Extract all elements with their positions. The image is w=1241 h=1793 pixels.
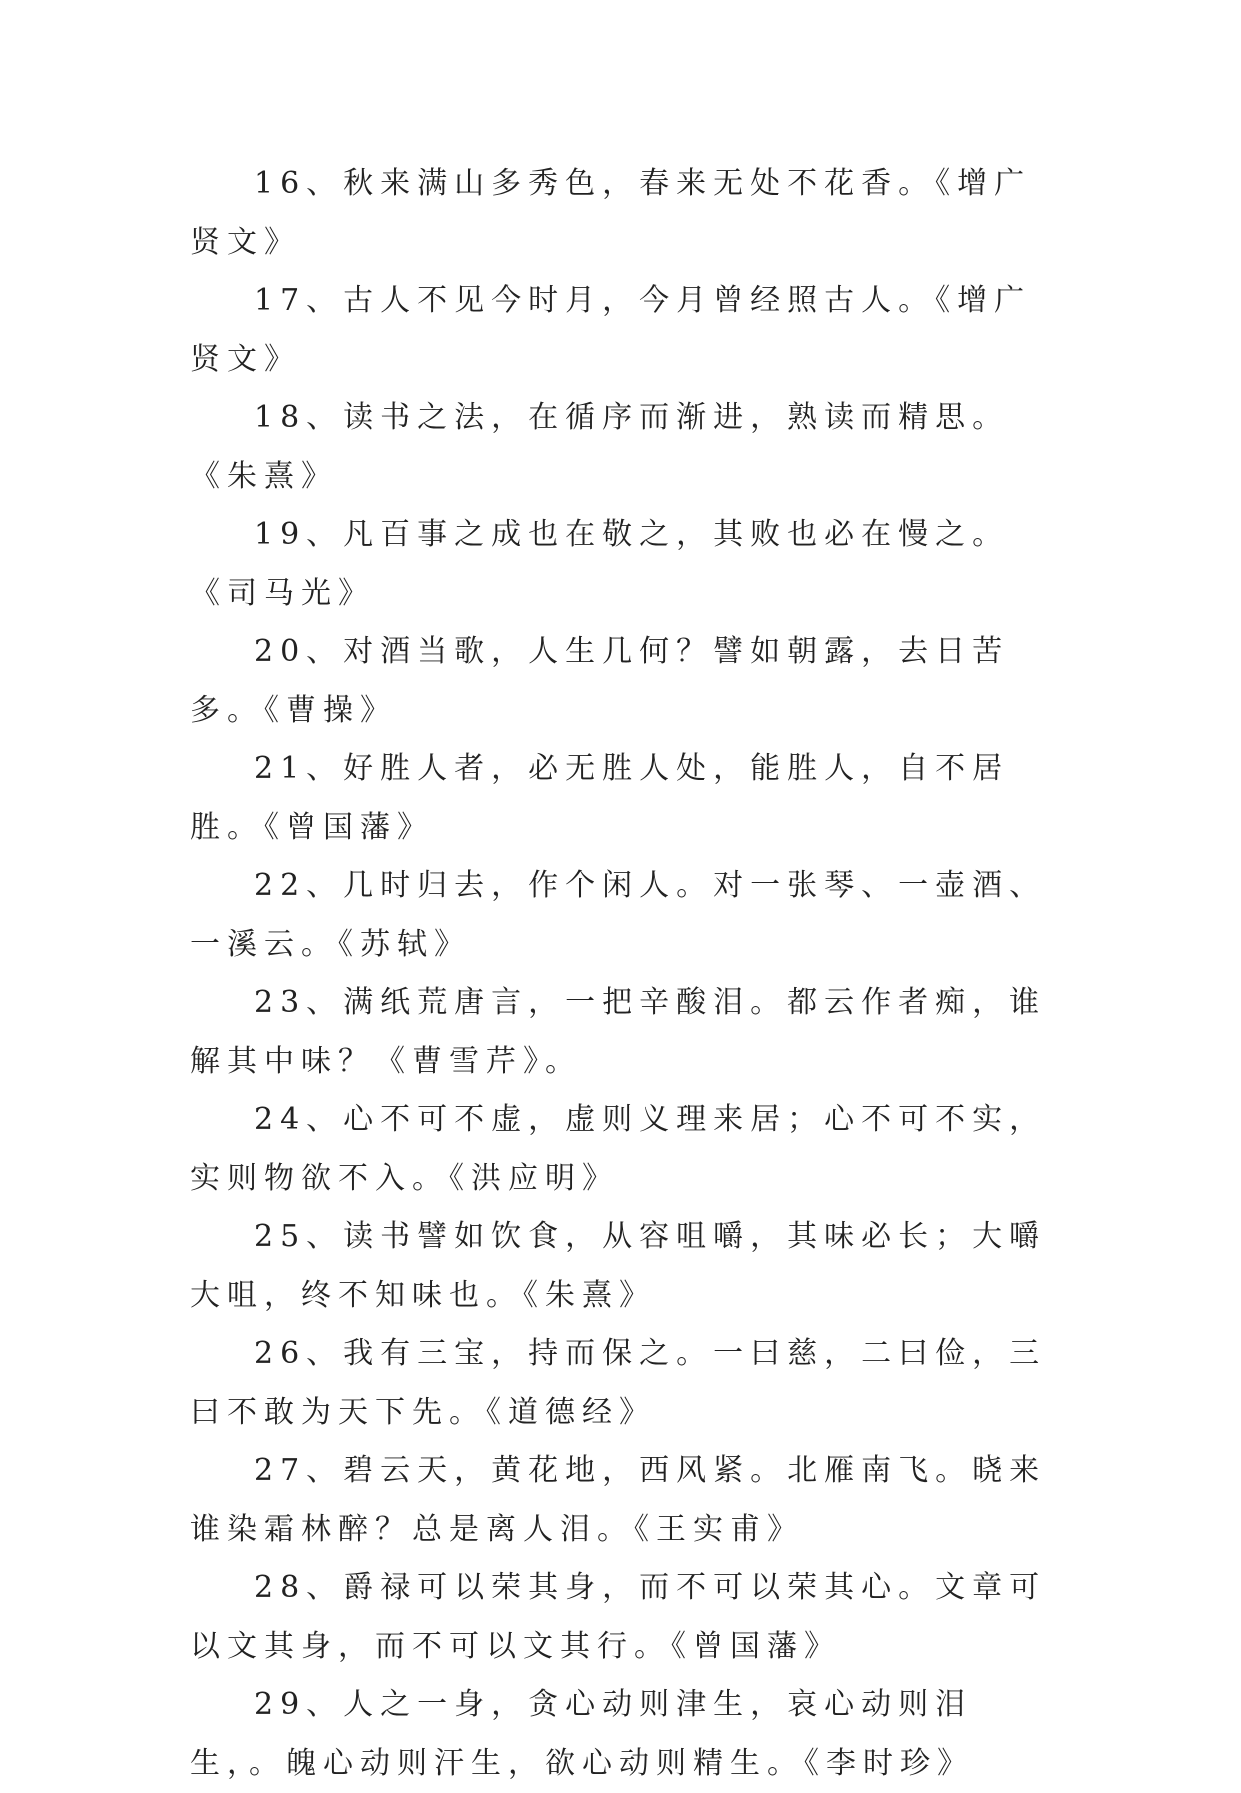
quote-paragraph-23: 23、满纸荒唐言，一把辛酸泪。都云作者痴，谁解其中味？《曹雪芹》。 xyxy=(190,985,1047,1079)
quote-paragraph-28: 28、爵禄可以荣其身，而不可以荣其心。文章可以文其身，而不可以文其行。《曾国藩》 xyxy=(190,1570,1047,1664)
quote-paragraph-19: 19、凡百事之成也在敬之，其败也必在慢之。《司马光》 xyxy=(190,517,1010,611)
quote-paragraph-24: 24、心不可不虚，虚则义理来居；心不可不实，实则物欲不入。《洪应明》 xyxy=(190,1102,1047,1196)
quote-paragraph-22: 22、几时归去，作个闲人。对一张琴、一壶酒、一溪云。《苏轼》 xyxy=(190,868,1047,962)
quote-paragraph-27: 27、碧云天，黄花地，西风紧。北雁南飞。晓来谁染霜林醉？总是离人泪。《王实甫》 xyxy=(190,1453,1047,1547)
quote-paragraph-17: 17、古人不见今时月，今月曾经照古人。《增广贤文》 xyxy=(190,283,1032,377)
quote-paragraph-20: 20、对酒当歌，人生几何？譬如朝露，去日苦多。《曹操》 xyxy=(190,634,1010,728)
quote-paragraph-29: 29、人之一身，贪心动则津生，哀心动则泪生，。魄心动则汗生，欲心动则精生。《李时珍》 xyxy=(190,1687,974,1781)
quote-paragraph-18: 18、读书之法，在循序而渐进，熟读而精思。《朱熹》 xyxy=(190,400,1010,494)
quote-paragraph-21: 21、好胜人者，必无胜人处，能胜人，自不居胜。《曾国藩》 xyxy=(190,751,1010,845)
quote-paragraph-25: 25、读书譬如饮食，从容咀嚼，其味必长；大嚼大咀，终不知味也。《朱熹》 xyxy=(190,1219,1047,1313)
quote-paragraph-26: 26、我有三宝，持而保之。一曰慈，二曰俭，三曰不敢为天下先。《道德经》 xyxy=(190,1336,1047,1430)
document-body xyxy=(190,155,1050,1793)
quote-paragraph-16: 16、秋来满山多秀色，春来无处不花香。《增广贤文》 xyxy=(190,166,1032,260)
